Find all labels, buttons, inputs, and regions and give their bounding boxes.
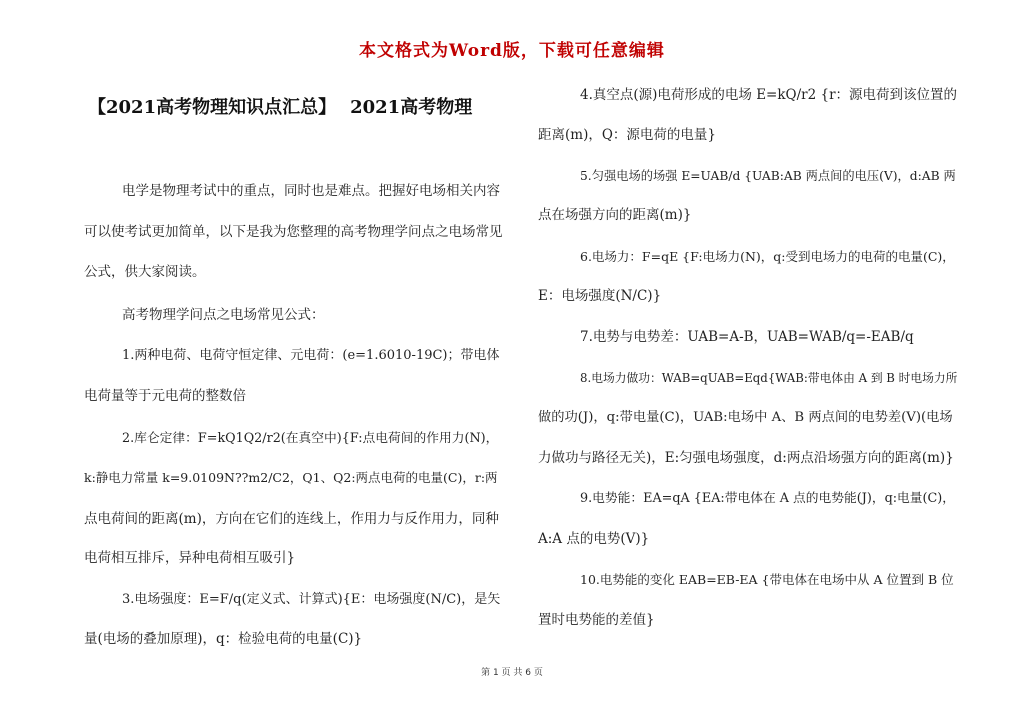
paragraph-line: 3.电场强度：E=F/q(定义式、计算式){E：电场强度(N/C)，是矢 — [122, 592, 501, 607]
paragraph-line: E：电场强度(N/C)} — [538, 288, 662, 304]
paragraph-line: 1.两种电荷、电荷守恒定律、元电荷：(e=1.6010-19C)；带电体 — [122, 348, 500, 363]
paragraph-line: 公式，供大家阅读。 — [84, 264, 206, 280]
paragraph-line: 距离(m)，Q：源电荷的电量} — [538, 127, 716, 143]
paragraph-line: 点电荷间的距离(m)，方向在它们的连线上，作用力与反作用力，同种 — [84, 511, 499, 527]
paragraph-line: 电荷相互排斥，异种电荷相互吸引} — [84, 550, 296, 566]
document-title — [88, 93, 472, 119]
paragraph-line: 6.电场力：F=qE {F:电场力(N)，q:受到电场力的电荷的电量(C)， — [580, 249, 955, 264]
title-sub: 2021高考物理 — [350, 97, 473, 118]
paragraph-line: 点在场强方向的距离(m)} — [538, 207, 692, 223]
paragraph-line: 8.电场力做功：WAB=qUAB=Eqd{WAB:带电体由 A 到 B 时电场力所 — [580, 371, 958, 385]
paragraph-line: 力做功与路径无关)，E:匀强电场强度，d:两点沿场强方向的距离(m)} — [538, 450, 954, 466]
paragraph-line: 置时电势能的差值} — [538, 612, 655, 628]
paragraph-line: 电荷量等于元电荷的整数倍 — [84, 388, 246, 404]
paragraph-line: 10.电势能的变化 EAB=EB-EA {带电体在电场中从 A 位置到 B 位 — [580, 572, 954, 587]
paragraph-line: 7.电势与电势差：UAB=A-B，UAB=WAB/q=-EAB/q — [580, 329, 914, 345]
paragraph-line: 5.匀强电场的场强 E=UAB/d {UAB:AB 两点间的电压(V)，d:AB 两 — [580, 169, 956, 183]
paragraph-line: k:静电力常量 k=9.0109N??m2/C2，Q1、Q2:两点电荷的电量(C)，r:两 — [84, 470, 498, 485]
paragraph-line: 9.电势能：EA=qA {EA:带电体在 A 点的电势能(J)，q:电量(C)， — [580, 491, 955, 506]
title-main: 【2021高考物理知识点汇总】 — [88, 97, 337, 118]
paragraph-line: A:A 点的电势(V)} — [538, 531, 650, 547]
paragraph-line: 量(电场的叠加原理)，q：检验电荷的电量(C)} — [84, 631, 363, 647]
page-number-footer: 第 1 页 共 6 页 — [481, 668, 543, 678]
paragraph-line: 可以使考试更加简单，以下是我为您整理的高考物理学问点之电场常见 — [84, 224, 503, 240]
paragraph-line: 电学是物理考试中的重点，同时也是难点。把握好电场相关内容 — [122, 183, 500, 199]
paragraph-line: 做的功(J)，q:带电量(C)，UAB:电场中 A、B 两点间的电势差(V)(电场 — [538, 410, 953, 425]
paragraph-line: 2.库仑定律：F=kQ1Q2/r2(在真空中){F:点电荷间的作用力(N)， — [122, 431, 499, 446]
paragraph-line: 高考物理学问点之电场常见公式： — [122, 307, 325, 323]
download-watermark: 本文格式为Word版，下载可任意编辑 — [359, 41, 665, 61]
paragraph-line: 4.真空点(源)电荷形成的电场 E=kQ/r2 {r：源电荷到该位置的 — [580, 87, 958, 103]
